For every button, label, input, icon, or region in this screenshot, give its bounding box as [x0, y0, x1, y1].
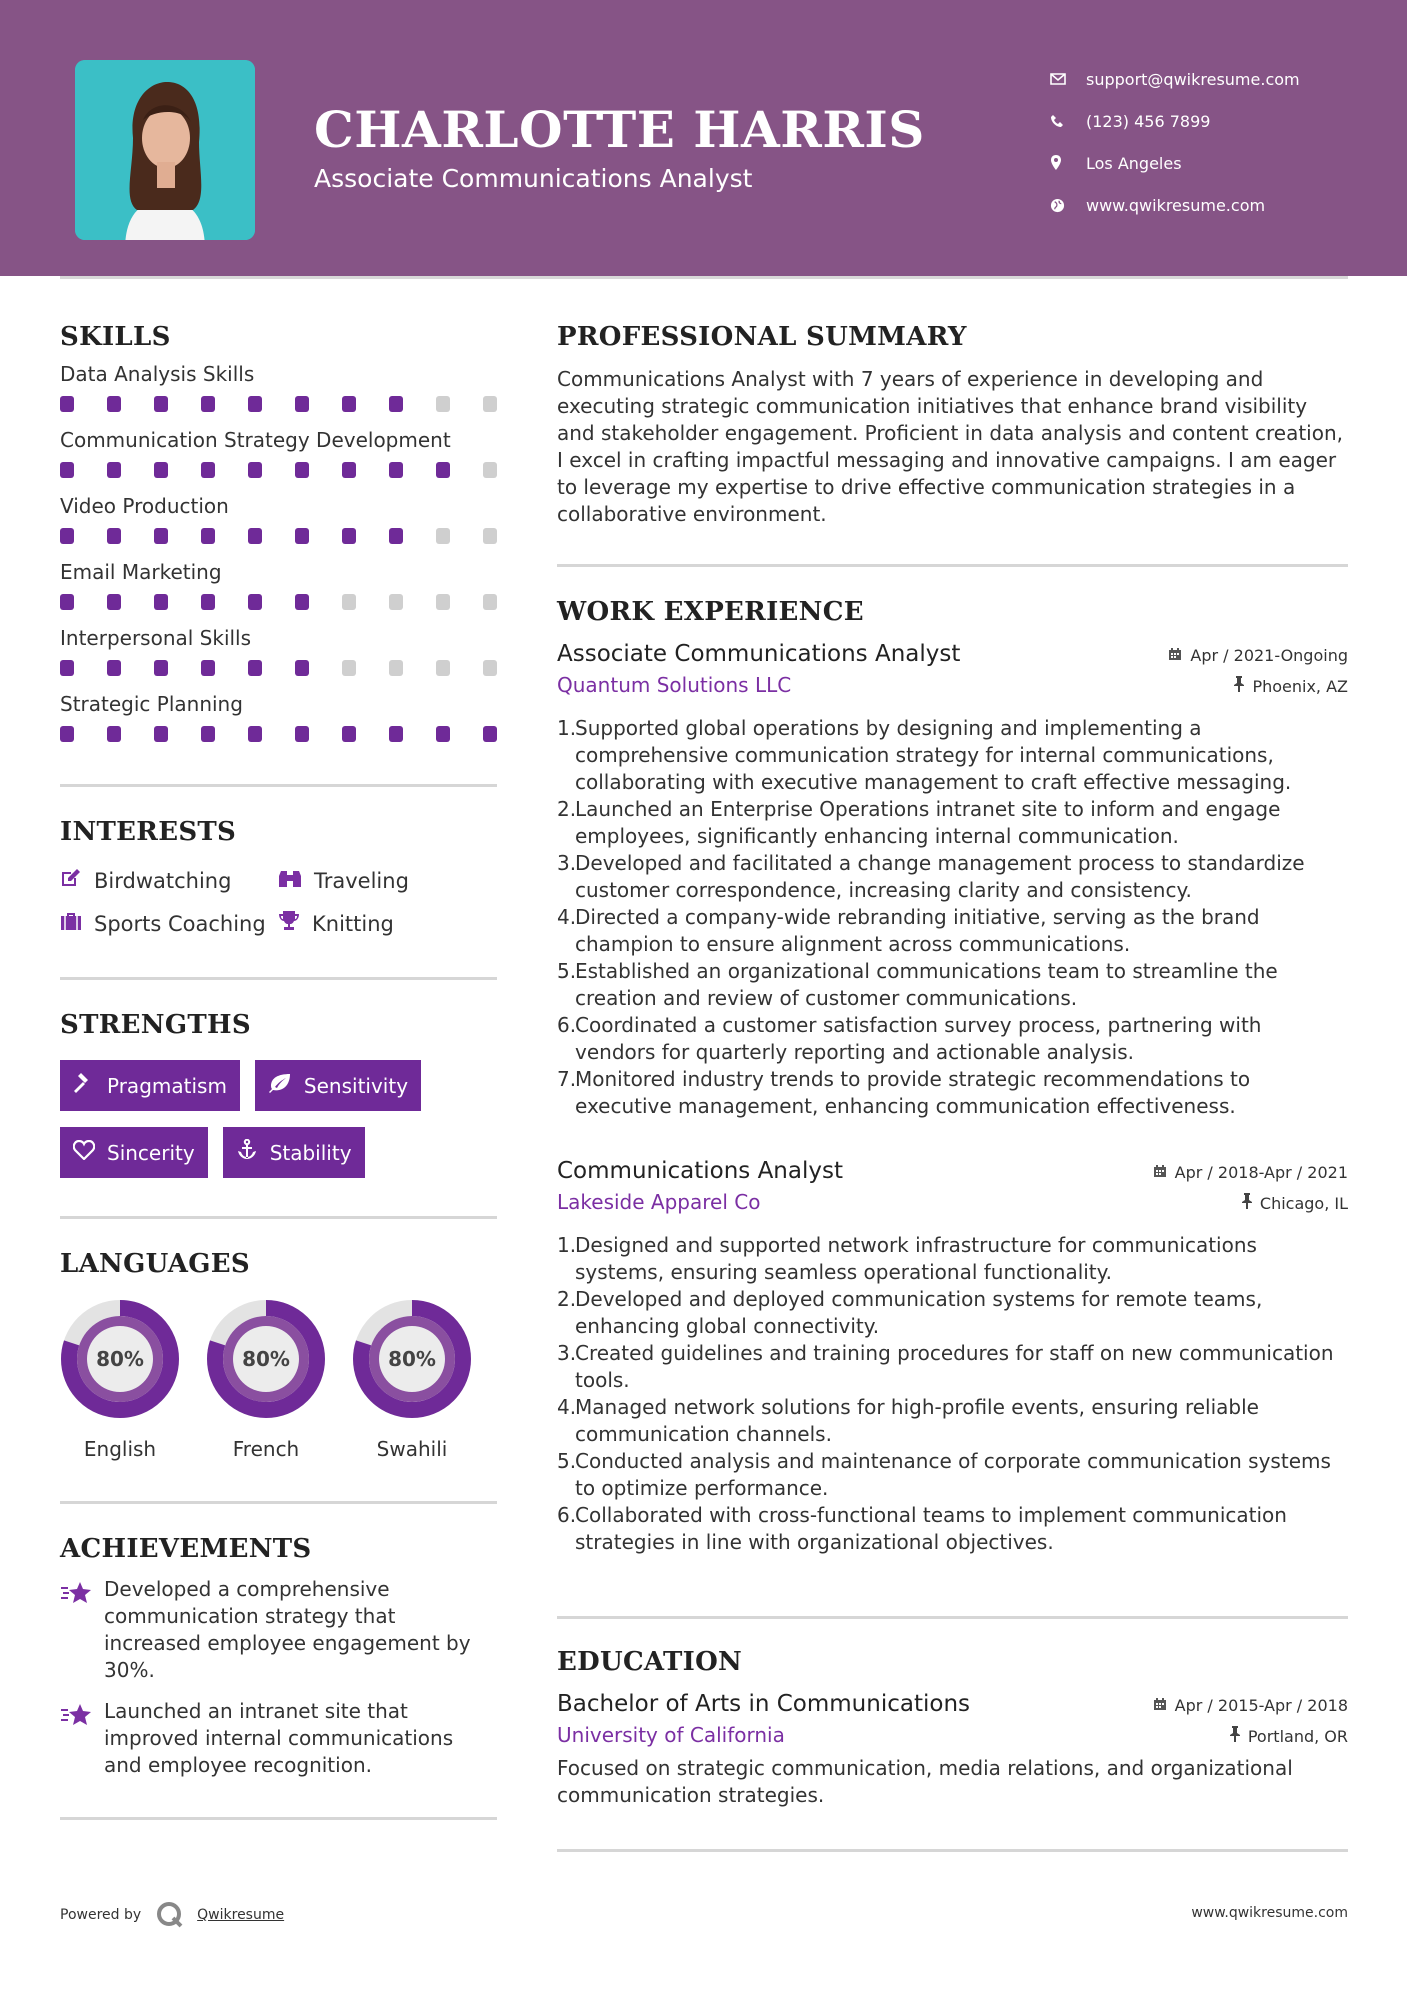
rating-dot-filled [342, 726, 356, 742]
rating-dot-filled [295, 528, 309, 544]
job-date [1168, 646, 1348, 665]
rating-dot-filled [154, 528, 168, 544]
contact-website-text: www.qwikresume.com [1086, 195, 1266, 215]
rating-dot-empty [483, 594, 497, 610]
pushpin-icon [1230, 1726, 1248, 1746]
job-bullet: Developed and facilitated a change management process to standardize customer correspondence, increasing clarity and consistency. [575, 851, 1305, 902]
rating-dot-filled [154, 726, 168, 742]
section-divider [60, 784, 497, 787]
achievements-heading: ACHIEVEMENTS [60, 1534, 312, 1564]
star-badge-icon [60, 1576, 104, 1684]
job-title: Associate Communications Analyst [557, 641, 961, 667]
section-divider [557, 1616, 1348, 1619]
strength-label: Sensitivity [303, 1073, 409, 1098]
rating-dot-empty [483, 528, 497, 544]
job-bullet: Conducted analysis and maintenance of corporate communication systems to optimize performance. [575, 1449, 1331, 1500]
job-location-text: Phoenix, AZ [1252, 676, 1348, 696]
gavel-icon [73, 1072, 107, 1099]
interests-section [60, 817, 497, 937]
interests-heading: INTERESTS [60, 817, 237, 847]
contact-website[interactable] [1050, 184, 1300, 226]
job-date-text: Apr / 2018-Apr / 2021 [1174, 1163, 1348, 1182]
qwikresume-logo-icon [155, 1900, 185, 1930]
contact-list [1050, 58, 1300, 226]
experience-section [557, 597, 1348, 1556]
trophy-icon [278, 910, 312, 937]
rating-dot-filled [60, 726, 74, 742]
contact-location [1050, 142, 1300, 184]
section-divider [557, 1849, 1348, 1852]
rating-dot-empty [436, 528, 450, 544]
languages-heading: LANGUAGES [60, 1249, 250, 1279]
skill-name: Data Analysis Skills [60, 362, 255, 386]
rating-dot-filled [248, 594, 262, 610]
location-pin-icon [1050, 155, 1086, 171]
mail-icon [1050, 73, 1086, 85]
skill-name: Communication Strategy Development [60, 428, 451, 452]
rating-dot-filled [60, 528, 74, 544]
strengths-section [60, 1010, 497, 1178]
rating-dot-filled [60, 462, 74, 478]
binoculars-icon [278, 867, 314, 894]
rating-dot-empty [483, 462, 497, 478]
skill-item [60, 626, 497, 682]
rating-dot-filled [248, 726, 262, 742]
language-ring [352, 1299, 472, 1419]
rating-dot-filled [342, 462, 356, 478]
education-sub [557, 1723, 1348, 1747]
interest-label: Birdwatching [94, 868, 232, 893]
section-divider [60, 1216, 497, 1219]
calendar-icon [1168, 646, 1190, 665]
job-location-text: Chicago, IL [1259, 1193, 1348, 1213]
education-location-text: Portland, OR [1247, 1726, 1348, 1746]
language-item [206, 1299, 326, 1461]
rating-dot-filled [389, 726, 403, 742]
rating-dot-filled [295, 594, 309, 610]
language-name: English [83, 1437, 157, 1461]
interest-label: Sports Coaching [94, 911, 266, 936]
rating-dot-filled [295, 726, 309, 742]
job-bullet: Collaborated with cross-functional teams to implement communication strategies in line with organizational objectives. [575, 1503, 1287, 1554]
education-head [557, 1691, 1348, 1717]
experience-heading: WORK EXPERIENCE [557, 597, 864, 627]
rating-dot-filled [248, 660, 262, 676]
skill-rating [60, 654, 497, 682]
skill-name: Interpersonal Skills [60, 626, 252, 650]
interest-item [60, 910, 278, 937]
summary-section [557, 322, 1348, 528]
rating-dot-filled [248, 462, 262, 478]
rating-dot-empty [483, 396, 497, 412]
rating-dot-filled [201, 462, 215, 478]
rating-dot-filled [436, 462, 450, 478]
rating-dot-empty [436, 660, 450, 676]
job-head [557, 641, 1348, 667]
achievement-text: Developed a comprehensive communication strategy that increased employee engagement by 30%. [104, 1577, 471, 1682]
contact-phone[interactable] [1050, 100, 1300, 142]
strength-label: Pragmatism [107, 1073, 227, 1098]
candidate-title: Associate Communications Analyst [314, 164, 753, 193]
heart-icon [73, 1140, 107, 1165]
rating-dot-empty [389, 594, 403, 610]
rating-dot-filled [483, 726, 497, 742]
skill-name: Strategic Planning [60, 692, 243, 716]
skill-item [60, 428, 497, 484]
rating-dot-empty [342, 660, 356, 676]
languages-section [60, 1249, 497, 1461]
job-bullet: Monitored industry trends to provide strategic recommendations to executive management, enhancing communication effectiveness. [575, 1067, 1251, 1118]
language-percent: 80% [96, 1347, 144, 1371]
education-date-text: Apr / 2015-Apr / 2018 [1174, 1696, 1348, 1715]
company-name: Lakeside Apparel Co [557, 1190, 761, 1214]
rating-dot-filled [295, 396, 309, 412]
strength-tag [223, 1127, 365, 1178]
leaf-icon [268, 1073, 304, 1098]
job-location [1234, 676, 1348, 696]
rating-dot-filled [154, 660, 168, 676]
header-divider [60, 276, 1348, 279]
rating-dot-empty [436, 396, 450, 412]
anchor-icon [236, 1139, 270, 1166]
education-description: Focused on strategic communication, media relations, and organizational communication strategies. [557, 1756, 1293, 1807]
job-bullet: Designed and supported network infrastructure for communications systems, ensuring seamless operational functionality. [575, 1233, 1257, 1284]
interest-item [60, 867, 278, 894]
language-item [352, 1299, 472, 1461]
section-divider [60, 1501, 497, 1504]
interest-label: Knitting [312, 911, 394, 936]
rating-dot-empty [483, 660, 497, 676]
company-name: Quantum Solutions LLC [557, 673, 792, 697]
contact-email[interactable] [1050, 58, 1300, 100]
left-column [60, 300, 497, 1820]
pushpin-icon [1242, 1193, 1260, 1213]
contact-location-text: Los Angeles [1086, 153, 1182, 173]
powered-by-text: Powered by [60, 1907, 142, 1923]
candidate-name: CHARLOTTE HARRIS [314, 100, 925, 159]
jobs-list [557, 641, 1348, 1556]
job-bullet: Managed network solutions for high-profile events, ensuring reliable communication channels. [575, 1395, 1259, 1446]
section-divider [60, 977, 497, 980]
footer-powered [60, 1900, 284, 1930]
header-banner [0, 0, 1407, 276]
phone-icon [1050, 114, 1086, 128]
achievement-text: Launched an intranet site that improved internal communications and employee recognition. [104, 1699, 454, 1777]
strength-tag [255, 1060, 421, 1111]
rating-dot-filled [201, 528, 215, 544]
rating-dot-filled [201, 396, 215, 412]
calendar-icon [1153, 1163, 1175, 1182]
achievements-section [60, 1534, 497, 1779]
job-bullets [557, 1232, 1348, 1556]
qwikresume-link[interactable]: Qwikresume [197, 1907, 285, 1923]
rating-dot-filled [154, 594, 168, 610]
rating-dot-filled [248, 528, 262, 544]
rating-dot-filled [342, 528, 356, 544]
achievement-item [60, 1698, 497, 1779]
skill-rating [60, 720, 497, 748]
rating-dot-filled [154, 462, 168, 478]
language-item [60, 1299, 180, 1461]
interest-item [278, 910, 497, 937]
job-bullet: Supported global operations by designing and implementing a comprehensive communication strategy for internal communications, collaborating with executive management to craft effective messaging. [575, 716, 1292, 794]
rating-dot-filled [107, 726, 121, 742]
footer-website[interactable]: www.qwikresume.com [1191, 1905, 1348, 1921]
skills-section [60, 322, 497, 748]
strengths-list [60, 1060, 497, 1178]
interest-label: Traveling [314, 868, 409, 893]
section-divider [557, 564, 1348, 567]
strength-tag [60, 1127, 208, 1178]
job-head [557, 1158, 1348, 1184]
rating-dot-filled [107, 528, 121, 544]
rating-dot-filled [342, 396, 356, 412]
job-bullets [557, 715, 1348, 1120]
language-name: French [232, 1437, 300, 1461]
rating-dot-filled [389, 528, 403, 544]
languages-list [60, 1299, 497, 1461]
language-percent: 80% [388, 1347, 436, 1371]
interest-item [278, 867, 497, 894]
job-entry [557, 641, 1348, 1120]
edit-icon [60, 868, 94, 893]
strengths-heading: STRENGTHS [60, 1010, 251, 1040]
job-title: Communications Analyst [557, 1158, 843, 1184]
language-ring [206, 1299, 326, 1419]
job-bullet: Established an organizational communications team to streamline the creation and review of customer communications. [575, 959, 1278, 1010]
job-date-text: Apr / 2021-Ongoing [1190, 646, 1348, 665]
education-date [1153, 1696, 1348, 1715]
rating-dot-filled [201, 726, 215, 742]
education-location [1230, 1726, 1348, 1746]
pushpin-icon [1234, 676, 1252, 696]
rating-dot-filled [60, 396, 74, 412]
job-bullet: Directed a company-wide rebranding initiative, serving as the brand champion to ensure alignment across communications. [575, 905, 1260, 956]
strength-label: Sincerity [107, 1140, 195, 1165]
globe-icon [1050, 198, 1086, 213]
rating-dot-filled [60, 660, 74, 676]
job-entry [557, 1158, 1348, 1556]
skill-rating [60, 456, 497, 484]
achievement-item [60, 1576, 497, 1684]
rating-dot-filled [201, 594, 215, 610]
section-divider [60, 1817, 497, 1820]
language-ring [60, 1299, 180, 1419]
rating-dot-filled [201, 660, 215, 676]
language-percent: 80% [242, 1347, 290, 1371]
right-column [557, 300, 1348, 1852]
job-location [1242, 1193, 1348, 1213]
rating-dot-filled [107, 396, 121, 412]
skill-rating [60, 522, 497, 550]
rating-dot-filled [107, 594, 121, 610]
job-bullet: Launched an Enterprise Operations intranet site to inform and engage employees, significantly enhancing internal communication. [575, 797, 1281, 848]
skill-item [60, 692, 497, 748]
rating-dot-empty [342, 594, 356, 610]
calendar-icon [1153, 1696, 1175, 1715]
job-sub [557, 673, 1348, 697]
briefcase-icon [60, 911, 94, 936]
contact-phone-text: (123) 456 7899 [1086, 111, 1211, 131]
skill-name: Video Production [60, 494, 229, 518]
rating-dot-empty [389, 660, 403, 676]
rating-dot-filled [107, 660, 121, 676]
job-bullet: Coordinated a customer satisfaction survey process, partnering with vendors for quarterly reporting and actionable analysis. [575, 1013, 1262, 1064]
rating-dot-filled [295, 660, 309, 676]
rating-dot-filled [295, 462, 309, 478]
skill-rating [60, 588, 497, 616]
summary-heading: PROFESSIONAL SUMMARY [557, 322, 967, 352]
education-section [557, 1647, 1348, 1809]
rating-dot-filled [389, 396, 403, 412]
rating-dot-filled [107, 462, 121, 478]
rating-dot-filled [436, 726, 450, 742]
profile-photo [75, 60, 255, 240]
summary-text: Communications Analyst with 7 years of experience in developing and executing strategic communication initiatives that enhance brand visibility and stakeholder engagement. Proficient in data analysis and content creation, I excel in crafting impactful messaging and innovative campaigns. I am eager to leverage my expertise to drive effective communication strategies in a collaborative environment. [557, 367, 1343, 526]
job-bullet: Created guidelines and training procedures for staff on new communication tools. [575, 1341, 1334, 1392]
degree-title: Bachelor of Arts in Communications [557, 1691, 971, 1717]
job-sub [557, 1190, 1348, 1214]
skills-list [60, 362, 497, 748]
rating-dot-filled [389, 462, 403, 478]
rating-dot-filled [248, 396, 262, 412]
skill-item [60, 362, 497, 418]
rating-dot-empty [436, 594, 450, 610]
star-badge-icon [60, 1698, 104, 1779]
strength-tag [60, 1060, 240, 1111]
language-name: Swahili [376, 1437, 448, 1461]
skill-item [60, 560, 497, 616]
strength-label: Stability [269, 1140, 352, 1165]
skills-heading: SKILLS [60, 322, 171, 352]
job-date [1153, 1163, 1348, 1182]
education-heading: EDUCATION [557, 1647, 743, 1677]
interests-list [60, 867, 497, 937]
rating-dot-filled [60, 594, 74, 610]
rating-dot-filled [154, 396, 168, 412]
skill-name: Email Marketing [60, 560, 222, 584]
skill-rating [60, 390, 497, 418]
contact-email-text: support@qwikresume.com [1086, 69, 1300, 89]
school-name: University of California [557, 1723, 785, 1747]
job-bullet: Developed and deployed communication systems for remote teams, enhancing global connectivity. [575, 1287, 1263, 1338]
skill-item [60, 494, 497, 550]
